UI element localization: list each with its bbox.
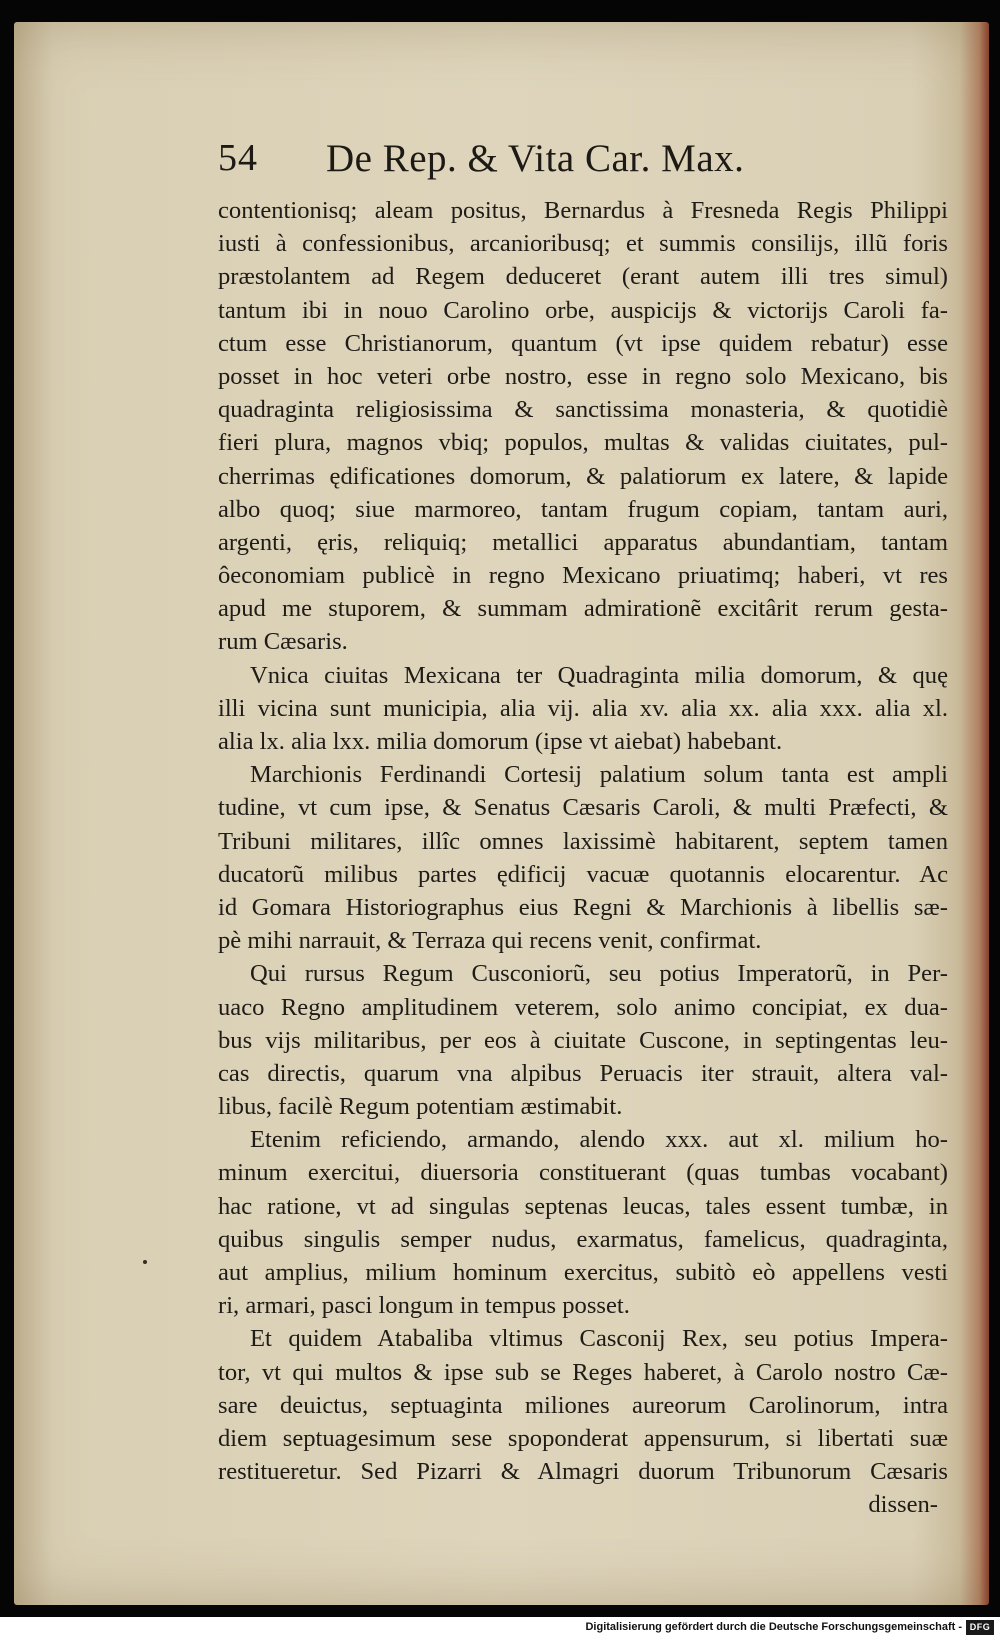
text-line: Marchionis Ferdinandi Cortesij palatium solum tanta est ampli: [250, 761, 948, 789]
text-line: fieri plura, magnos vbiq; populos, multas & validas ciuitates, pul-: [218, 429, 948, 457]
text-line: sare deuictus, septuaginta miliones aureorum Carolinorum, intra: [218, 1391, 948, 1419]
text-line: quibus singulis semper nudus, exarmatus, famelicus, quadraginta,: [218, 1225, 948, 1253]
dfg-logo: DFG: [966, 1620, 994, 1635]
text-line: illi vicina sunt municipia, alia vij. alia xv. alia xx. alia xxx. alia xl.: [218, 694, 948, 722]
page-header: [204, 130, 944, 190]
text-line: tantum ibi in nouo Carolino orbe, auspicijs & victorijs Caroli fa-: [218, 296, 948, 324]
text-line: Tribuni militares, illîc omnes laxissimè habitarent, septem tamen: [218, 827, 948, 855]
text-line: diem septuagesimum sese spoponderat appensurum, si libertati suæ: [218, 1424, 948, 1452]
text-line: Qui rursus Regum Cusconiorũ, seu potius Imperatorũ, in Per-: [250, 960, 948, 988]
text-line: uaco Regno amplitudinem veterem, solo animo concipiat, ex dua-: [218, 993, 948, 1021]
text-line: libus, facilè Regum potentiam æstimabit.: [218, 1093, 623, 1121]
text-line: ri, armari, pasci longum in tempus posset.: [218, 1292, 630, 1320]
text-line: rum Cæsaris.: [218, 628, 348, 656]
body-text: [218, 194, 948, 1522]
page-number: 54: [218, 137, 258, 179]
text-line: iusti à confessionibus, arcanioribusq; et summis consilijs, illũ foris: [218, 230, 948, 258]
text-line: Etenim reficiendo, armando, alendo xxx. aut xl. milium ho-: [250, 1126, 948, 1154]
text-line: præstolantem ad Regem deduceret (erant autem illi tres simul): [218, 263, 948, 291]
text-line: dissen-: [868, 1491, 938, 1519]
running-title: De Rep. & Vita Car. Max.: [326, 137, 745, 180]
text-line: id Gomara Historiographus eius Regni & Marchionis à libellis sæ-: [218, 893, 948, 921]
text-line: Et quidem Atabaliba vltimus Casconij Rex, seu potius Impera-: [250, 1325, 948, 1353]
text-line: cas directis, quarum vna alpibus Peruacis iter strauit, altera val-: [218, 1059, 948, 1087]
text-line: albo quoq; siue marmoreo, tantam frugum copiam, tantam auri,: [218, 495, 948, 523]
text-line: aut amplius, milium hominum exercitus, subitò eò appellens vesti: [218, 1259, 948, 1286]
text-line: restitueretur. Sed Pizarri & Almagri duorum Tribunorum Cæsaris: [218, 1458, 948, 1486]
text-line: cherrimas ędificationes domorum, & palatiorum ex latere, & lapide: [218, 462, 948, 490]
footer-credit: Digitalisierung gefördert durch die Deutsche Forschungsgemeinschaft -: [585, 1621, 962, 1633]
text-line: tor, vt qui multos & ipse sub se Reges haberet, à Carolo nostro Cæ-: [218, 1358, 948, 1386]
text-line: minum exercitui, diuersoria constituerant (quas tumbas vocabant): [218, 1159, 948, 1187]
digitization-footer: [0, 1617, 1000, 1641]
text-line: posset in hoc veteri orbe nostro, esse in regno solo Mexicano, bis: [218, 362, 948, 390]
text-line: contentionisq; aleam positus, Bernardus à Fresneda Regis Philippi: [218, 197, 948, 224]
text-line: argenti, ęris, reliquiq; metallici apparatus abundantiam, tantam: [218, 528, 948, 556]
text-line: alia lx. alia lxx. milia domorum (ipse vt aiebat) habebant.: [218, 728, 783, 755]
text-line: bus vijs militaribus, per eos à ciuitate Cuscone, in septingentas leu-: [218, 1026, 948, 1054]
text-line: apud me stuporem, & summam admirationẽ excitârit rerum gesta-: [218, 595, 948, 623]
text-line: hac ratione, vt ad singulas septenas leucas, tales essent tumbæ, in: [218, 1192, 948, 1220]
book-page: [14, 22, 989, 1605]
text-line: tudine, vt cum ipse, & Senatus Cæsaris Caroli, & multi Præfecti, &: [218, 794, 948, 822]
text-line: pè mihi narrauit, & Terraza qui recens venit, confirmat.: [218, 927, 762, 955]
text-line: ctum esse Christianorum, quantum (vt ipse quidem rebatur) esse: [218, 329, 948, 357]
ink-spot: [143, 1260, 147, 1264]
text-line: Vnica ciuitas Mexicana ter Quadraginta milia domorum, & quę: [250, 661, 948, 689]
text-line: ducatorũ milibus partes ędificij vacuæ quotannis elocarentur. Ac: [218, 860, 948, 888]
text-line: quadraginta religiosissima & sanctissima monasteria, & quotidiè: [218, 396, 948, 424]
text-line: ôeconomiam publicè in regno Mexicano priuatimq; haberi, vt res: [218, 562, 948, 590]
